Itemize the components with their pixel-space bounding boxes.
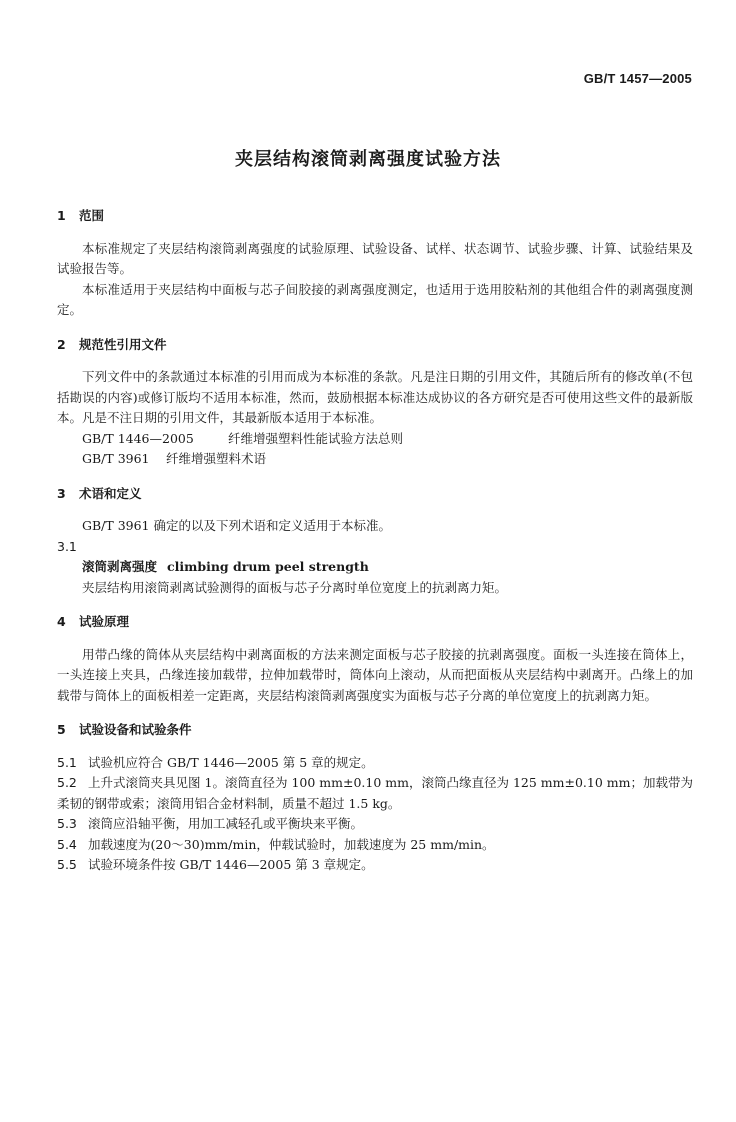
clause-number: 5.4: [57, 836, 77, 852]
paragraph: 用带凸缘的筒体从夹层结构中剥离面板的方法来测定面板与芯子胶接的抗剥离强度。面板一头连接在筒体上，一头连接上夹具，凸缘连接加载带，拉伸加载带时，筒体向上滚动，从而把面板从夹层结构中剥离开。凸缘上的加载带与筒体上的面板相差一定距离，夹层结构滚筒剥离强度实为面板与芯子分离的单位宽度上的抗剥离力矩。: [57, 646, 693, 703]
reference-item: [57, 449, 693, 470]
section-title: 规范性引用文件: [79, 336, 167, 352]
term-number: 3.1: [57, 538, 77, 554]
term-name-zh: 滚筒剥离强度: [82, 559, 158, 574]
paragraph: GB/T 3961 确定的以及下列术语和定义适用于本标准。: [82, 518, 391, 533]
term-name: [57, 557, 693, 578]
clause-number: 5.3: [57, 816, 77, 831]
section-2-heading: [57, 335, 693, 356]
clause: [57, 773, 693, 814]
section-3-heading: [57, 484, 693, 505]
clause-text: 滚筒应沿轴平衡，用加工减轻孔或平衡块来平衡。: [88, 816, 364, 831]
clause-number: 5.5: [57, 857, 77, 872]
section-number: 3: [57, 485, 66, 501]
document-title: 夹层结构滚筒剥离强度试验方法: [235, 149, 501, 170]
section-number: 2: [57, 336, 66, 352]
clause-text: 加载速度为(20～30)mm/min，仲载试验时，加载速度为 25 mm/min。: [88, 836, 495, 852]
paragraph: 本标准规定了夹层结构滚筒剥离强度的试验原理、试验设备、试样、状态调节、试验步骤、计算、试验结果及试验报告等。: [57, 240, 693, 276]
reference-code: GB/T 3961: [82, 451, 150, 466]
section-title: 术语和定义: [79, 485, 142, 501]
clause-number: 5.2: [57, 775, 77, 790]
section-5-heading: [57, 720, 693, 741]
term-definition: 夹层结构用滚筒剥离试验测得的面板与芯子分离时单位宽度上的抗剥离力矩。: [82, 579, 508, 595]
section-title: 试验设备和试验条件: [79, 722, 192, 737]
section-title: 试验原理: [79, 614, 130, 629]
section-number: 1: [57, 208, 66, 223]
clause-number: 5.1: [57, 754, 77, 770]
reference-item: [57, 429, 693, 450]
clause: [57, 753, 693, 774]
clause-text: 试验机应符合 GB/T 1446—2005 第 5 章的规定。: [88, 754, 374, 770]
reference-code: GB/T 1446—2005: [82, 430, 194, 446]
section-title: 范围: [79, 208, 105, 223]
reference-title: 纤维增强塑料性能试验方法总则: [228, 430, 404, 446]
paragraph: 下列文件中的条款通过本标准的引用而成为本标准的条款。凡是注日期的引用文件，其随后所有的修改单(不包括勘误的内容)或修订版均不适用本标准，然而，鼓励根据本标准达成协议的各方研究是否可使用这些文件的最新版本。凡是不注日期的引用文件，其最新版本适用于本标准。: [57, 369, 693, 425]
clause-text: 试验环境条件按 GB/T 1446—2005 第 3 章规定。: [88, 857, 374, 872]
section-1-heading: [57, 206, 693, 227]
section-4-heading: [57, 612, 693, 633]
paragraph: 本标准适用于夹层结构中面板与芯子间胶接的剥离强度测定，也适用于选用胶粘剂的其他组合件的剥离强度测定。: [57, 281, 693, 317]
section-number: 5: [57, 722, 66, 737]
clause-text: 上升式滚筒夹具见图 1。滚筒直径为 100 mm±0.10 mm，滚筒凸缘直径为 125 mm±0.10 mm；加载带为柔韧的钢带或索；滚筒用铝合金材料制，质量不超过 1.5 kg。: [57, 775, 693, 811]
clause: [57, 814, 693, 835]
section-number: 4: [57, 614, 66, 629]
clause: [57, 855, 693, 876]
term-name-en: climbing drum peel strength: [167, 559, 369, 574]
reference-title: 纤维增强塑料术语: [166, 451, 267, 466]
document-body: [57, 206, 693, 876]
standard-code: GB/T 1457—2005: [583, 71, 692, 86]
clause: [57, 835, 693, 856]
